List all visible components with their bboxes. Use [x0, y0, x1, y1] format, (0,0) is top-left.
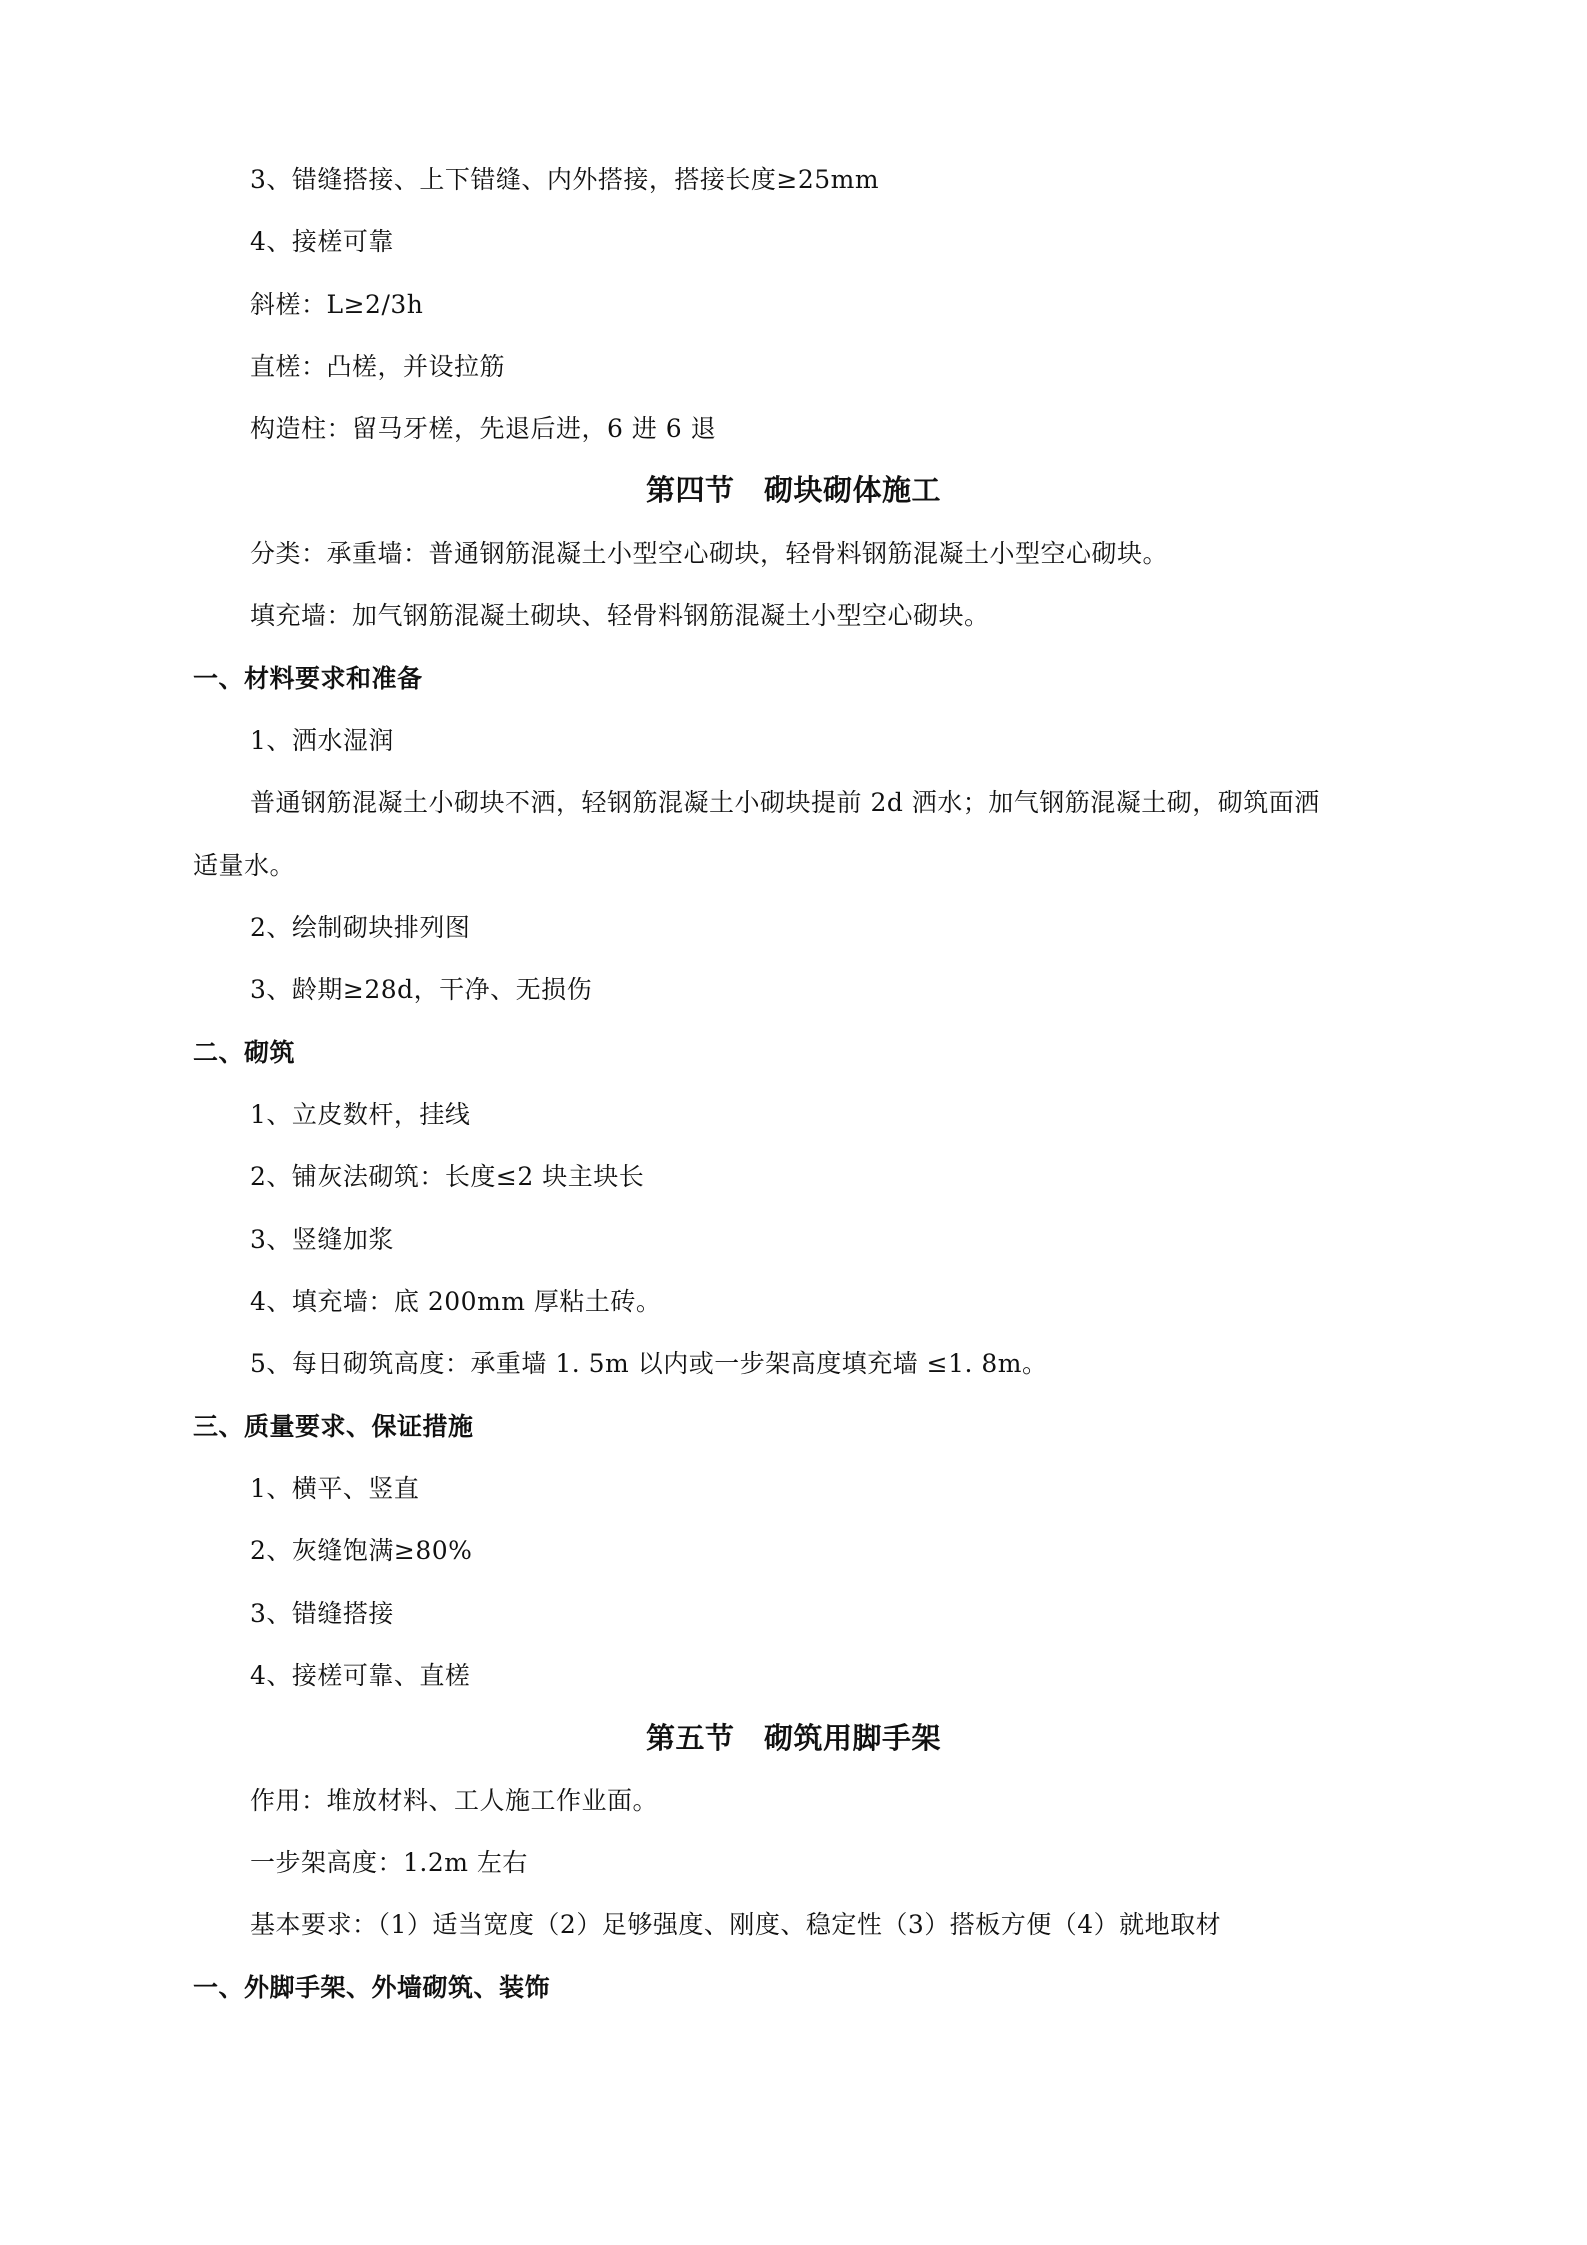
text-line: 4、接槎可靠 — [250, 227, 394, 256]
text-line: 直槎：凸槎，并设拉筋 — [250, 352, 506, 381]
subsection-heading: 三、质量要求、保证措施 — [193, 1412, 474, 1441]
subsection-heading: 一、材料要求和准备 — [193, 664, 423, 693]
text-line: 1、立皮数杆，挂线 — [250, 1100, 471, 1129]
section-heading: 第四节 砌块砌体施工 — [645, 473, 941, 507]
text-line: 1、洒水湿润 — [250, 726, 394, 755]
text-line-continuation: 适量水。 — [193, 851, 296, 880]
text-line: 3、错缝搭接、上下错缝、内外搭接，搭接长度≥25mm — [250, 165, 880, 194]
text-line: 构造柱：留马牙槎，先退后进，6 进 6 退 — [250, 414, 717, 443]
text-line: 3、龄期≥28d，干净、无损伤 — [250, 975, 593, 1004]
text-line: 分类：承重墙：普通钢筋混凝土小型空心砌块，轻骨料钢筋混凝土小型空心砌块。 — [250, 539, 1169, 568]
text-line: 2、铺灰法砌筑：长度≤2 块主块长 — [250, 1162, 645, 1191]
text-line: 基本要求：（1）适当宽度（2）足够强度、刚度、稳定性（3）搭板方便（4）就地取材 — [250, 1910, 1222, 1939]
text-line: 一步架高度：1.2m 左右 — [250, 1848, 528, 1877]
text-line: 2、绘制砌块排列图 — [250, 913, 471, 942]
subsection-heading: 二、砌筑 — [193, 1038, 296, 1067]
subsection-heading: 一、外脚手架、外墙砌筑、装饰 — [193, 1973, 551, 2002]
section-heading: 第五节 砌筑用脚手架 — [645, 1721, 941, 1755]
text-line: 作用：堆放材料、工人施工作业面。 — [250, 1786, 659, 1815]
text-line: 5、每日砌筑高度：承重墙 1. 5m 以内或一步架高度填充墙 ≤1. 8m。 — [250, 1349, 1048, 1378]
text-line: 3、竖缝加浆 — [250, 1225, 394, 1254]
text-line: 1、横平、竖直 — [250, 1474, 420, 1503]
text-line: 填充墙：加气钢筋混凝土砌块、轻骨料钢筋混凝土小型空心砌块。 — [250, 601, 990, 630]
text-line: 普通钢筋混凝土小砌块不洒，轻钢筋混凝土小砌块提前 2d 洒水；加气钢筋混凝土砌，砌筑面洒 — [250, 788, 1320, 817]
text-line: 4、接槎可靠、直槎 — [250, 1661, 471, 1690]
text-line: 4、填充墙：底 200mm 厚粘土砖。 — [250, 1287, 662, 1316]
text-line: 3、错缝搭接 — [250, 1599, 394, 1628]
text-line: 2、灰缝饱满≥80% — [250, 1536, 473, 1565]
text-line: 斜槎：L≥2/3h — [250, 290, 424, 319]
